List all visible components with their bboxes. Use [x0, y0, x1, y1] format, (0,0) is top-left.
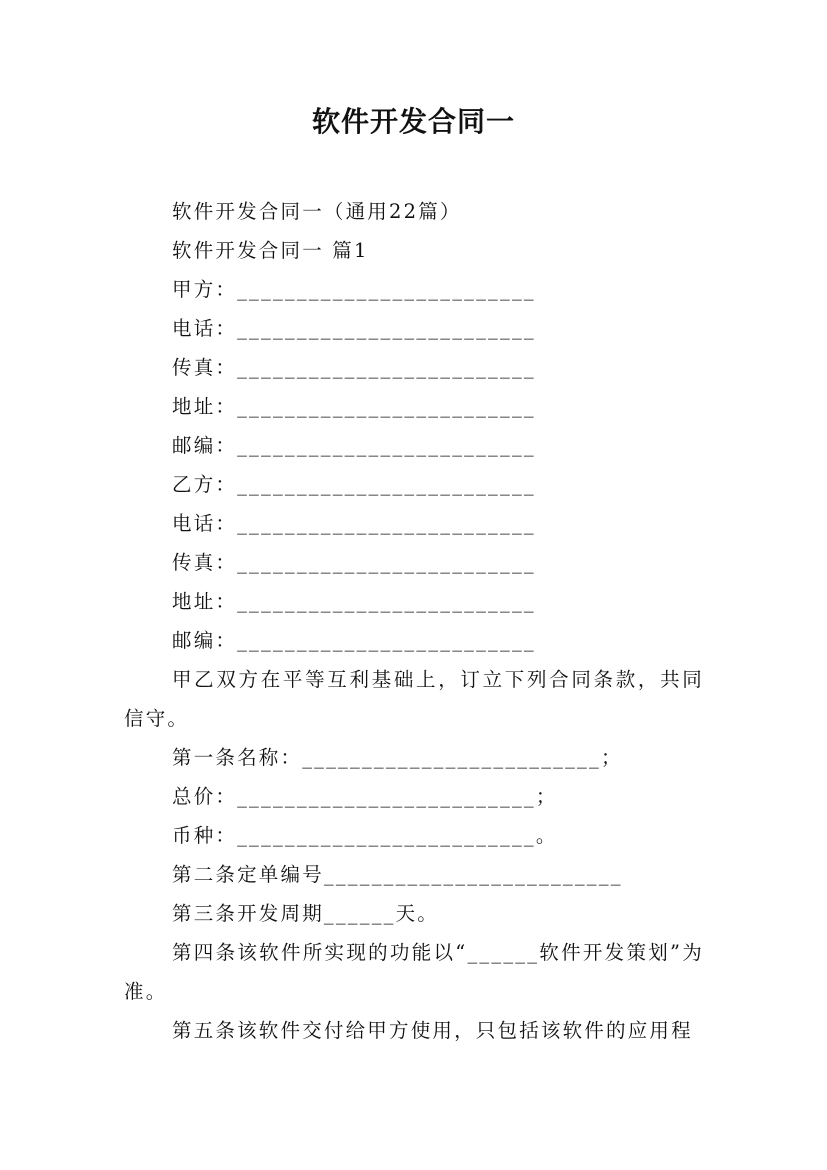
agreement-intro-paragraph: 甲乙双方在平等互利基础上，订立下列合同条款，共同信守。	[124, 668, 704, 730]
party-b-phone-field: 电话：_________________________	[172, 512, 536, 535]
party-a-field: 甲方：_________________________	[172, 278, 536, 301]
clause-1-total-price: 总价：_________________________；	[172, 785, 558, 808]
paragraph-heading: 软件开发合同一（通用22篇）	[172, 200, 462, 223]
document-body	[124, 192, 704, 1050]
party-b-address-field: 地址：_________________________	[172, 590, 536, 613]
document-title: 软件开发合同一	[311, 105, 515, 138]
clause-4-functions: 第四条该软件所实现的功能以“______软件开发策划”为准。	[124, 941, 704, 1003]
party-b-fax-field: 传真：_________________________	[172, 551, 536, 574]
clause-3-development-period: 第三条开发周期______天。	[172, 902, 440, 925]
clause-5-delivery: 第五条该软件交付给甲方使用，只包括该软件的应用程	[172, 1019, 693, 1042]
party-a-phone-field: 电话：_________________________	[172, 317, 536, 340]
clause-2-order-number: 第二条定单编号_________________________	[172, 863, 623, 886]
party-a-postcode-field: 邮编：_________________________	[172, 434, 536, 457]
clause-1-currency: 币种：_________________________。	[172, 824, 558, 847]
party-a-fax-field: 传真：_________________________	[172, 356, 536, 379]
paragraph-section-title: 软件开发合同一 篇1	[172, 239, 369, 262]
clause-1-name: 第一条名称：_________________________；	[172, 746, 623, 769]
party-b-field: 乙方：_________________________	[172, 473, 536, 496]
party-b-postcode-field: 邮编：_________________________	[172, 629, 536, 652]
party-a-address-field: 地址：_________________________	[172, 395, 536, 418]
